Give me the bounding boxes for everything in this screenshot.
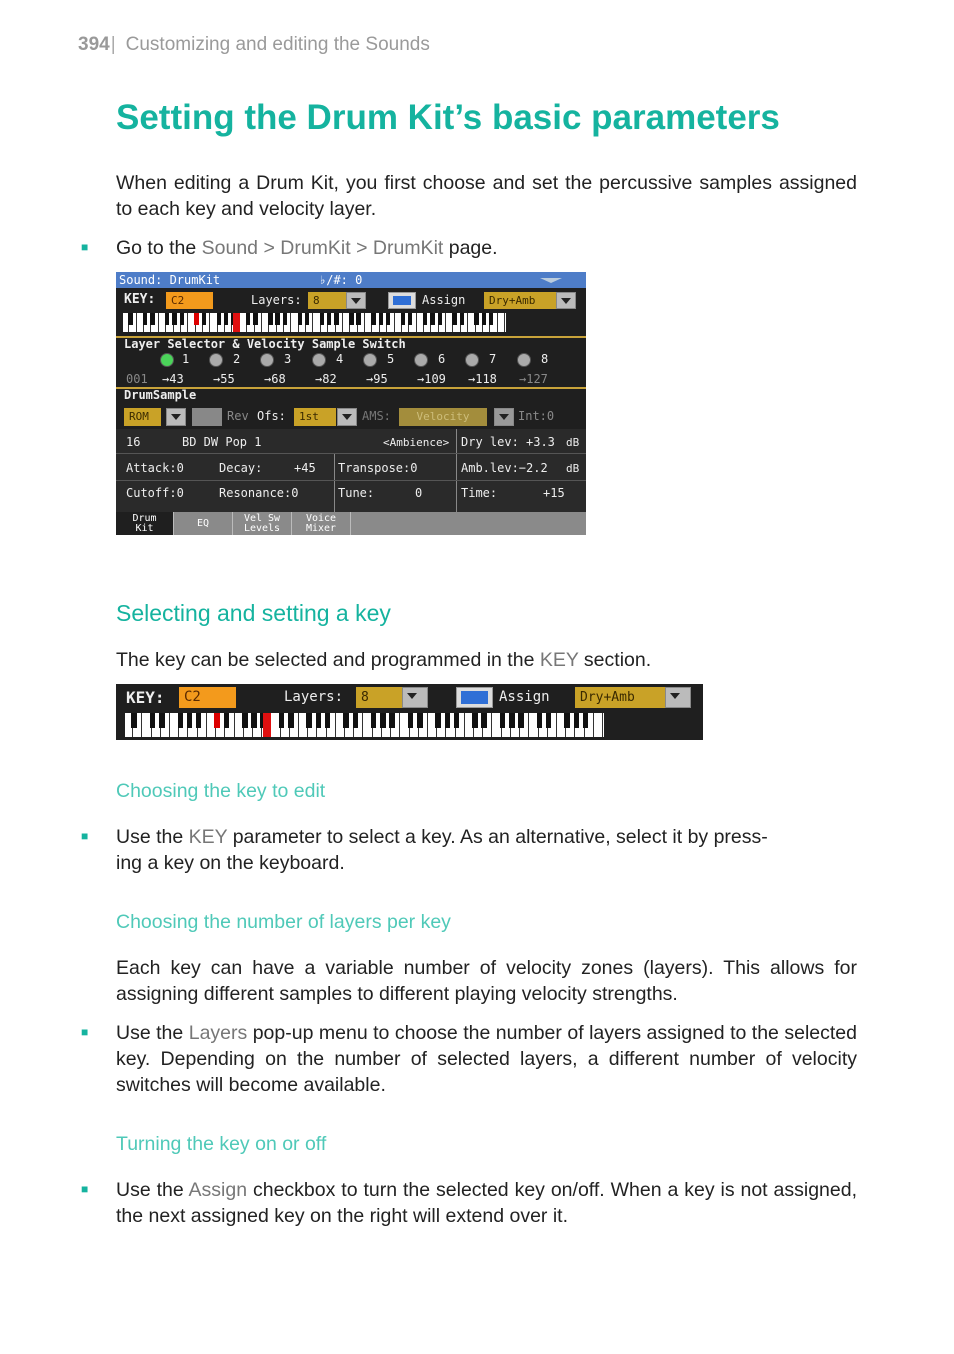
tab-vel-sw-levels[interactable]: Vel Sw Levels (233, 512, 292, 535)
decay-value[interactable]: +45 (294, 461, 316, 475)
key-label: KEY: (124, 292, 156, 307)
page-number: 394 (78, 34, 110, 55)
bullet-icon: ■ (81, 240, 89, 254)
layers-label: Layers: (251, 293, 302, 307)
tab-eq[interactable]: EQ (174, 512, 233, 535)
assign-label: Assign (422, 293, 466, 307)
status-bar: Sound: DrumKit ♭/#: 0 (116, 272, 586, 288)
dry-level-value[interactable]: +3.3 (526, 435, 555, 449)
bullet-icon: ■ (81, 829, 89, 843)
layer-selector-title: Layer Selector & Velocity Sample Switch (124, 337, 406, 351)
layers-label: Layers: (284, 689, 344, 705)
assign-label: Assign (499, 689, 550, 705)
layers-field[interactable]: 8 (356, 687, 402, 708)
ams-dropdown-icon[interactable] (494, 408, 514, 426)
assign-checkbox[interactable] (388, 292, 416, 309)
page-menu-icon[interactable] (540, 278, 562, 283)
tune-label: Tune: (338, 486, 375, 500)
resonance-param[interactable]: Resonance:0 (219, 486, 299, 500)
section-heading: Selecting and setting a key (116, 600, 391, 626)
subheading-key-to-edit: Choosing the key to edit (116, 780, 326, 802)
rom-dropdown-icon[interactable] (166, 408, 186, 426)
tune-value[interactable]: 0 (415, 486, 423, 500)
layers-field[interactable]: 8 (308, 292, 346, 309)
decay-label: Decay: (219, 461, 263, 475)
running-header: 394| Customizing and editing the Sounds (78, 34, 430, 55)
layers-paragraph: Each key can have a variable number of velocity zones (layers). This allows for assigning different samples to different playing velocity strengths. (116, 957, 857, 1005)
rev-checkbox[interactable] (192, 408, 222, 426)
layer-led-3[interactable] (260, 353, 274, 367)
drumkit-screen: Sound: DrumKit ♭/#: 0 KEY: C2 Layers: 8 Assign Dry+Amb Layer Selector & Velocity Sample Switch 1 2 3 4 5 6 7 8 001 →43 →55 →68 →82 →95 →109 →118 →127 DrumSample ROM Rev Ofs: 1st AMS: Velocity Int:0 16 BD DW Pop 1 <Ambience> Dry lev: +3.3 dB Attack:0 Decay: +45 Transpose:0 Amb.lev:−2.2 dB Cutoff:0 Resonance:0 Tune: 0 Time: +15 Drum Kit EQ Vel Sw Levels Voice Mixer (116, 272, 586, 535)
bullet-icon: ■ (81, 1025, 89, 1039)
tab-drum-kit[interactable]: Drum Kit (116, 512, 174, 535)
tab-voice-mixer[interactable]: Voice Mixer (292, 512, 351, 535)
intro-paragraph: When editing a Drum Kit, you first choose and set the percussive samples assigned to each key and velocity layer. (116, 172, 857, 220)
layers-dropdown-icon[interactable] (346, 292, 366, 309)
layers-dropdown-icon[interactable] (402, 687, 428, 708)
key-field[interactable]: C2 (179, 687, 236, 708)
cutoff-param[interactable]: Cutoff:0 (126, 486, 184, 500)
rom-field[interactable]: ROM (124, 408, 161, 426)
layers-bullet-text: Use the Layers pop-up menu to choose the number of layers assigned to the selected key. Depending on the number of selected layers, a different number of velocity switches will become available. (116, 1022, 857, 1096)
subheading-layers: Choosing the number of layers per key (116, 911, 451, 933)
amb-level-param[interactable]: Amb.lev:−2.2 (461, 461, 548, 475)
layer-led-4[interactable] (312, 353, 326, 367)
assign-dropdown-icon[interactable] (665, 687, 691, 708)
ams-label: AMS: (362, 409, 391, 423)
assign-field[interactable]: Dry+Amb (484, 292, 556, 309)
attack-param[interactable]: Attack:0 (126, 461, 184, 475)
sample-category: <Ambience> (383, 436, 450, 449)
assign-bullet-text: Use the Assign checkbox to turn the selected key on/off. When a key is not assigned, the next assigned key on the right will extend over it. (116, 1179, 857, 1227)
page-title: Setting the Drum Kit’s basic parameters (116, 98, 780, 137)
int-label: Int:0 (518, 409, 555, 423)
ofs-field[interactable]: 1st (294, 408, 336, 426)
sample-number[interactable]: 16 (126, 435, 141, 449)
dry-level-label: Dry lev: (461, 435, 519, 449)
key-bullet-text: Use the KEY parameter to select a key. As an alternative, select it by press- ing a key on the keyboard. (116, 826, 768, 874)
assign-field[interactable]: Dry+Amb (575, 687, 665, 708)
layer-led-7[interactable] (465, 353, 479, 367)
bullet-icon: ■ (81, 1182, 89, 1196)
ofs-label: Ofs: (257, 409, 286, 423)
time-label: Time: (461, 486, 498, 500)
subheading-key-on-off: Turning the key on or off (116, 1133, 327, 1155)
menu-path: Sound > DrumKit > DrumKit (201, 237, 444, 259)
ams-field[interactable]: Velocity (399, 408, 487, 426)
keyboard[interactable] (125, 713, 604, 737)
ofs-dropdown-icon[interactable] (337, 408, 357, 426)
layer-led-6[interactable] (414, 353, 428, 367)
transpose-param[interactable]: Transpose:0 (338, 461, 418, 475)
section-title: Customizing and editing the Sounds (125, 34, 430, 55)
key-section-paragraph: The key can be selected and programmed in the KEY section. (116, 649, 652, 671)
layer-led-8[interactable] (517, 353, 531, 367)
key-section-screen (116, 684, 703, 740)
layer-led-2[interactable] (209, 353, 223, 367)
page-tabs (116, 512, 586, 535)
assign-checkbox[interactable] (456, 687, 493, 708)
assign-dropdown-icon[interactable] (556, 292, 576, 309)
layer-led-1[interactable] (160, 353, 174, 367)
rev-label: Rev (227, 409, 249, 423)
step-go-to-page: Go to the Sound > DrumKit > DrumKit page. (116, 237, 498, 259)
layer-led-5[interactable] (363, 353, 377, 367)
keyboard[interactable] (123, 313, 506, 332)
key-label: KEY: (126, 688, 165, 707)
sample-name[interactable]: BD DW Pop 1 (182, 435, 262, 449)
time-value[interactable]: +15 (543, 486, 565, 500)
drumsample-title: DrumSample (124, 388, 197, 402)
key-field[interactable]: C2 (166, 292, 213, 309)
